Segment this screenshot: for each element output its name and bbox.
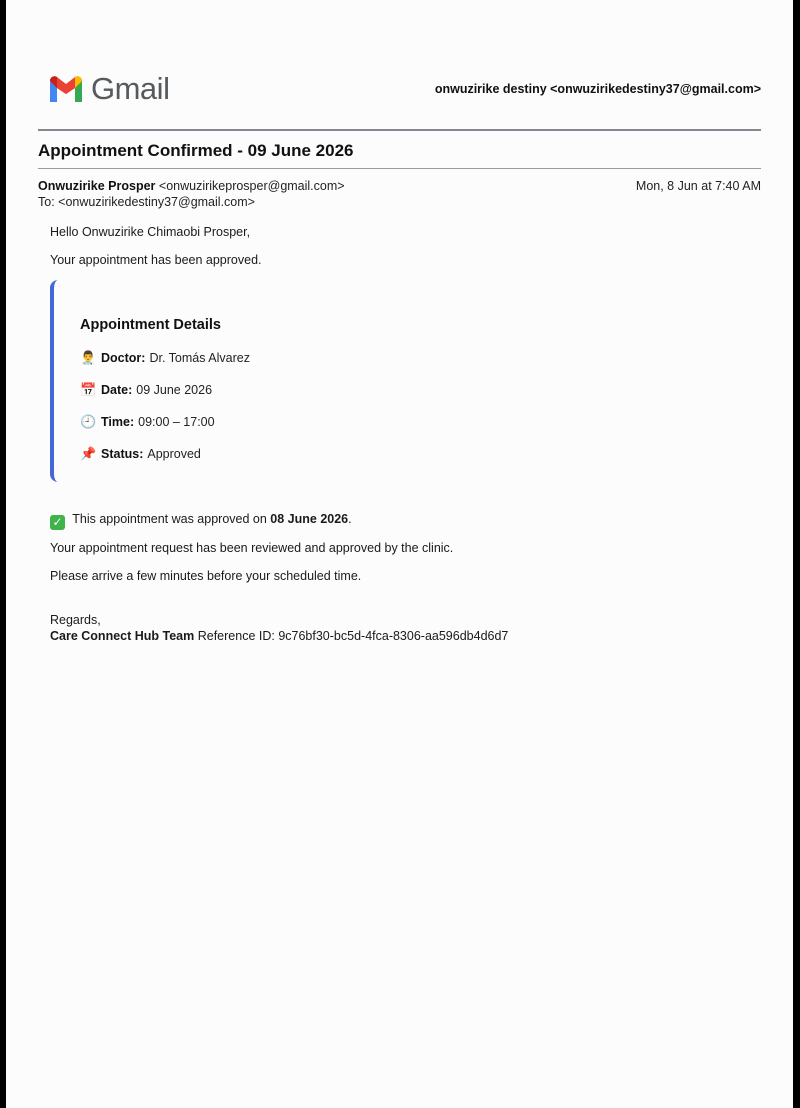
- reviewed-line: Your appointment request has been reviewed and approved by the clinic.: [50, 541, 454, 555]
- account-identity: onwuzirike destiny <onwuzirikedestiny37@gmail.com>: [434, 82, 761, 96]
- subject-divider: [38, 168, 761, 169]
- reference-id: Reference ID: 9c76bf30-bc5d-4fca-8306-aa596db4d6d7: [197, 629, 509, 643]
- detail-status: [80, 446, 201, 462]
- signature-line: [50, 629, 508, 643]
- greeting: Hello Onwuzirike Chimaobi Prosper,: [50, 225, 251, 239]
- detail-date: [80, 382, 212, 398]
- doctor-label: Doctor:: [101, 351, 146, 365]
- approval-prefix: This appointment was approved on: [72, 512, 267, 526]
- gmail-wordmark: Gmail: [91, 71, 170, 106]
- time-label: Time:: [101, 415, 135, 429]
- time-value: 09:00 – 17:00: [138, 415, 215, 429]
- calendar-emoji-icon: 📅: [80, 382, 97, 397]
- gmail-logo: [48, 72, 169, 106]
- sender-address: <onwuzirikeprosper@gmail.com>: [158, 179, 345, 193]
- sender-name: Onwuzirike Prosper: [38, 179, 156, 193]
- date-value: 09 June 2026: [136, 383, 213, 397]
- regards: Regards,: [50, 613, 101, 627]
- team-name: Care Connect Hub Team: [50, 629, 195, 643]
- status-label: Status:: [101, 447, 144, 461]
- detail-time: [80, 414, 215, 430]
- appointment-details-card: [50, 280, 474, 482]
- clock-emoji-icon: 🕘: [80, 414, 97, 429]
- doctor-value: Dr. Tomás Alvarez: [149, 351, 250, 365]
- approval-suffix: .: [348, 512, 352, 526]
- intro-line: Your appointment has been approved.: [50, 253, 262, 267]
- approval-line: [50, 512, 352, 530]
- check-mark-icon: ✓: [50, 515, 65, 530]
- date-label: Date:: [101, 383, 133, 397]
- arrive-line: Please arrive a few minutes before your scheduled time.: [50, 569, 362, 583]
- email-print-page: [6, 0, 793, 1108]
- status-value: Approved: [147, 447, 201, 461]
- email-subject: Appointment Confirmed - 09 June 2026: [38, 141, 354, 160]
- detail-doctor: [80, 350, 250, 366]
- email-date: Mon, 8 Jun at 7:40 AM: [635, 179, 761, 193]
- pushpin-emoji-icon: 📌: [80, 446, 97, 461]
- details-title: Appointment Details: [80, 317, 221, 333]
- sender-line: [38, 179, 345, 193]
- header-divider: [38, 129, 761, 131]
- recipient-line: To: <onwuzirikedestiny37@gmail.com>: [38, 195, 255, 209]
- gmail-m-icon: [48, 75, 84, 103]
- doctor-emoji-icon: 👨‍⚕️: [80, 350, 97, 365]
- approval-date: 08 June 2026: [270, 512, 349, 526]
